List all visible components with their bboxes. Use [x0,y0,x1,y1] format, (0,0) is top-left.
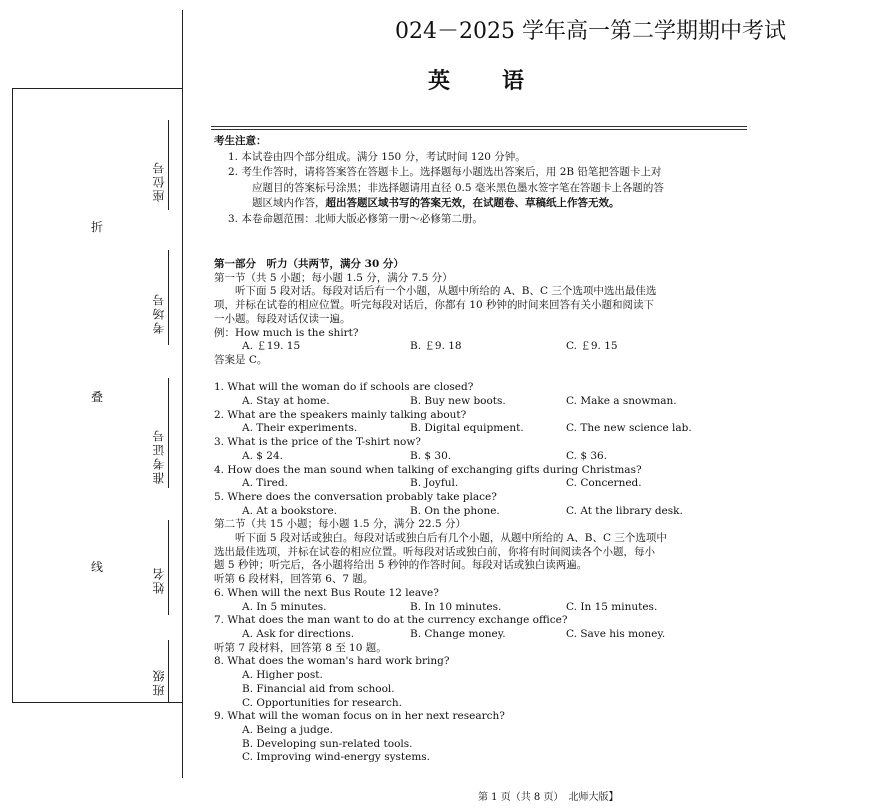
sec1-instruction-2: 项，并标在试卷的相应位置。听完每段对话后，你都有 10 秒钟的时间来回答有关小题和阅读下 [214,299,655,312]
listening-section [214,258,754,765]
example-question: 例：How much is the shirt? [214,326,359,339]
fold-label-3: 线 [91,560,104,574]
option-c: C. Save his money. [566,627,666,640]
question-4-options [214,477,754,491]
exam-title: 024－2025 学年高一第二学期期中考试 [395,19,786,44]
option-c: C. The new science lab. [566,422,692,435]
example-option-a: A. ￡19. 15 [242,340,301,353]
field-exam-room-line [168,250,169,345]
option-b: B. Joyful. [410,477,459,490]
field-seat-number: 座位号 [152,160,166,202]
question-5: 5. Where does the conversation probably take place? [214,490,497,503]
sec1-heading: 第一节（共 5 小题；每小题 1.5 分，满分 7.5 分） [214,271,453,284]
binding-top-rule [12,88,182,89]
question-7-options [214,628,754,642]
notice-item-2c-bold: 超出答题区域书写的答案无效，在试题卷、草稿纸上作答无效。 [325,197,620,209]
question-7: 7. What does the man want to do at the currency exchange office? [214,614,568,627]
question-8-option-a: A. Higher post. [242,669,323,682]
field-name-line [168,520,169,615]
question-2: 2. What are the speakers mainly talking about? [214,408,467,421]
field-seat-number-line [168,120,169,210]
fold-label-1: 折 [91,220,104,234]
binding-bottom-rule [12,702,182,703]
sec2-instruction-1: 听下面 5 段对话或独白。每段对话或独白后有几个小题，从题中所给的 A、B、C 三个选项中 [235,532,667,545]
field-admission-number-line [168,378,169,488]
question-5-options [214,505,754,519]
question-9: 9. What will the woman focus on in her next research? [214,710,505,723]
question-8: 8. What does the woman's hard work bring? [214,655,450,668]
candidate-notice [214,134,754,227]
sec1-instruction-1: 听下面 5 段对话。每段对话后有一个小题，从题中所给的 A、B、C 三个选项中选出最佳选 [235,285,657,298]
field-admission-number: 准考证号 [152,428,166,484]
option-c: C. In 15 minutes. [566,600,658,613]
option-c: C. At the library desk. [566,504,683,517]
notice-item-3: 3. 本卷命题范围：北师大版必修第一册～必修第二册。 [228,212,483,225]
option-b: B. In 10 minutes. [410,600,502,613]
field-exam-room: 考场号 [152,292,166,334]
notice-item-2b: 应题目的答案标号涂黑；非选择题请用直径 0.5 毫米黑色墨水签字笔在答题卡上各题的答 [252,181,664,194]
notice-heading: 考生注意： [214,135,267,147]
field-class-line [168,640,169,702]
option-a: A. Ask for directions. [242,627,355,640]
question-8-option-c: C. Opportunities for research. [242,696,403,709]
field-name: 姓名 [152,566,166,594]
part1-heading: 第一部分 听力（共两节，满分 30 分） [214,258,404,270]
spacer [214,368,754,382]
example-option-b: B. ￡9. 18 [410,340,462,353]
question-9-option-c: C. Improving wind-energy systems. [242,751,431,764]
example-answer: 答案是 C。 [214,353,268,366]
sec2-instruction-3: 题 5 秒钟；听完后，各小题将给出 5 秒钟的作答时间。每段对话或独白读两遍。 [214,559,588,572]
page-footer: 第 1 页（共 8 页） 北师大版】 [478,792,619,803]
option-b: B. $ 30. [410,449,452,462]
material-7-intro: 听第 7 段材料，回答第 8 至 10 题。 [214,641,387,654]
option-b: B. Change money. [410,627,506,640]
question-3: 3. What is the price of the T-shirt now? [214,436,421,449]
question-2-options [214,422,754,436]
notice-item-2c-plain: 题区域内作答， [252,197,326,209]
binding-border-right [182,10,183,778]
notice-item-2a: 2. 考生作答时，请将答案答在答题卡上。选择题每小题选出答案后，用 2B 铅笔把答题卡上对 [228,166,662,178]
option-c: C. Concerned. [566,477,642,490]
header-rule-bottom [211,129,747,130]
example-options [214,340,754,354]
question-1-options [214,395,754,409]
fold-label-2: 叠 [91,390,104,404]
option-a: A. Tired. [242,477,288,490]
option-b: B. Digital equipment. [410,422,524,435]
question-9-option-b: B. Developing sun-related tools. [242,737,413,750]
question-6-options [214,601,754,615]
question-4: 4. How does the man sound when talking of exchanging gifts during Christmas? [214,463,642,476]
option-a: A. Stay at home. [242,395,330,408]
header-rule-top [211,126,747,127]
subject-title: 英语 [428,68,577,94]
field-class: 班级 [152,668,166,696]
question-8-option-b: B. Financial aid from school. [242,682,395,695]
sec2-heading: 第二节（共 15 小题；每小题 1.5 分，满分 22.5 分） [214,518,466,531]
option-c: C. Make a snowman. [566,395,677,408]
sec2-instruction-2: 选出最佳选项，并标在试卷的相应位置。听每段对话或独白前，你将有时间阅读各个小题，每小 [214,545,655,558]
question-1: 1. What will the woman do if schools are closed? [214,381,474,394]
notice-item-1: 1. 本试卷由四个部分组成。满分 150 分，考试时间 120 分钟。 [228,150,526,163]
question-9-option-a: A. Being a judge. [242,723,333,736]
option-a: A. At a bookstore. [242,504,338,517]
option-a: A. Their experiments. [242,422,358,435]
notice-item-2c [214,196,754,212]
option-a: A. $ 24. [242,449,283,462]
sec1-instruction-3: 一小题。每段对话仅读一遍。 [214,312,351,325]
option-b: B. Buy new boots. [410,395,506,408]
binding-border-left [12,88,13,702]
question-6: 6. When will the next Bus Route 12 leave? [214,586,439,599]
option-c: C. $ 36. [566,449,608,462]
option-a: A. In 5 minutes. [242,600,327,613]
question-3-options [214,450,754,464]
example-option-c: C. ￡9. 15 [566,340,618,353]
option-b: B. On the phone. [410,504,500,517]
material-6-intro: 听第 6 段材料，回答第 6、7 题。 [214,573,374,586]
